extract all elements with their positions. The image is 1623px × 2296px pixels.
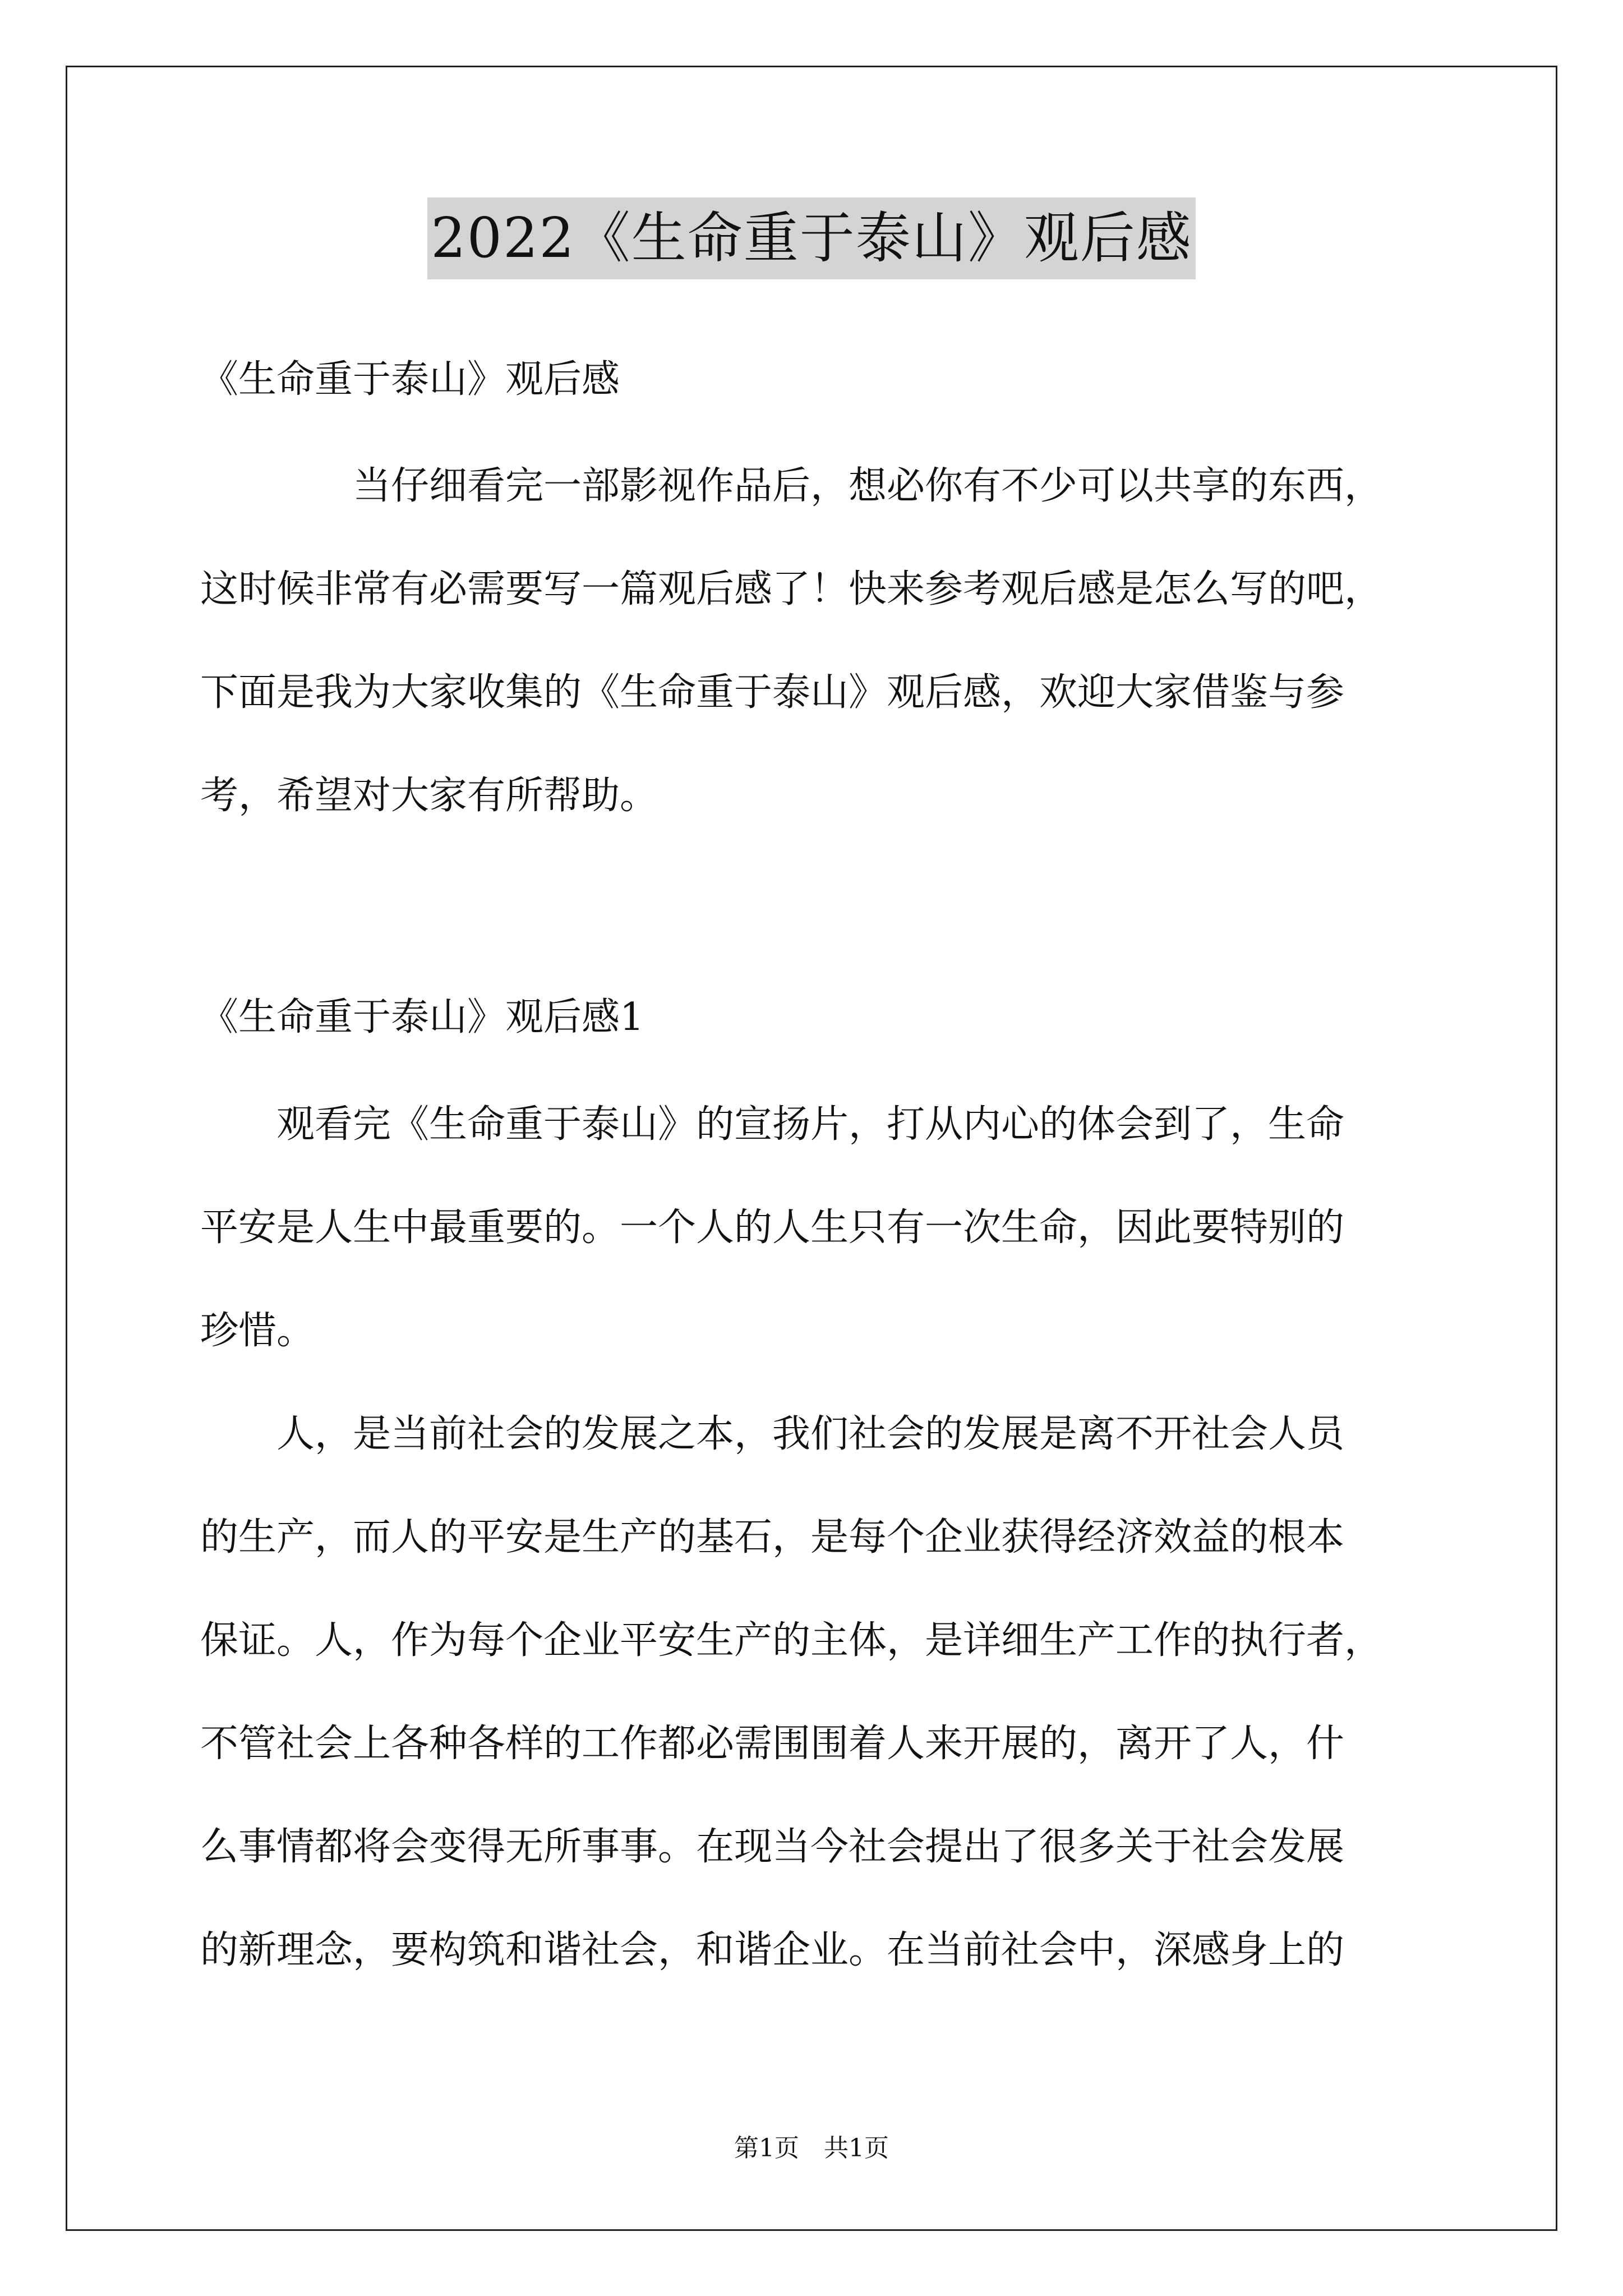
paragraph-line: 平安是人生中最重要的。一个人的人生只有一次生命，因此要特别的: [200, 1205, 1345, 1250]
paragraph-line: 的生产，而人的平安是生产的基石，是每个企业获得经济效益的根本: [200, 1515, 1345, 1559]
paragraph-line: 考，希望对大家有所帮助。: [200, 774, 658, 818]
paragraph-line: 下面是我为大家收集的《生命重于泰山》观后感，欢迎大家借鉴与参: [200, 670, 1345, 715]
subtitle: 《生命重于泰山》观后感: [200, 357, 620, 402]
paragraph-line: 的新理念，要构筑和谐社会，和谐企业。在当前社会中，深感身上的: [200, 1928, 1345, 1972]
paragraph-line: 珍惜。: [200, 1309, 315, 1353]
section-heading: 《生命重于泰山》观后感1: [200, 995, 644, 1039]
page-footer: 第1页 共1页: [734, 2134, 889, 2162]
paragraph-line: 观看完《生命重于泰山》的宣扬片，打从内心的体会到了，生命: [200, 1102, 1345, 1147]
paragraph-line: 这时候非常有必需要写一篇观后感了！快来参考观后感是怎么写的吧，: [200, 567, 1383, 611]
paragraph-line: 保证。人，作为每个企业平安生产的主体，是详细生产工作的执行者，: [200, 1618, 1383, 1663]
title-container: [0, 197, 1623, 279]
document-title: 2022《生命重于泰山》观后感: [427, 197, 1195, 279]
paragraph-line: 不管社会上各种各样的工作都必需围围着人来开展的，离开了人，什: [200, 1722, 1345, 1766]
paragraph-line: 人，是当前社会的发展之本，我们社会的发展是离不开社会人员: [200, 1412, 1345, 1456]
paragraph-line: 当仔细看完一部影视作品后，想必你有不少可以共享的东西，: [200, 464, 1383, 508]
paragraph-line: 么事情都将会变得无所事事。在现当今社会提出了很多关于社会发展: [200, 1825, 1345, 1869]
